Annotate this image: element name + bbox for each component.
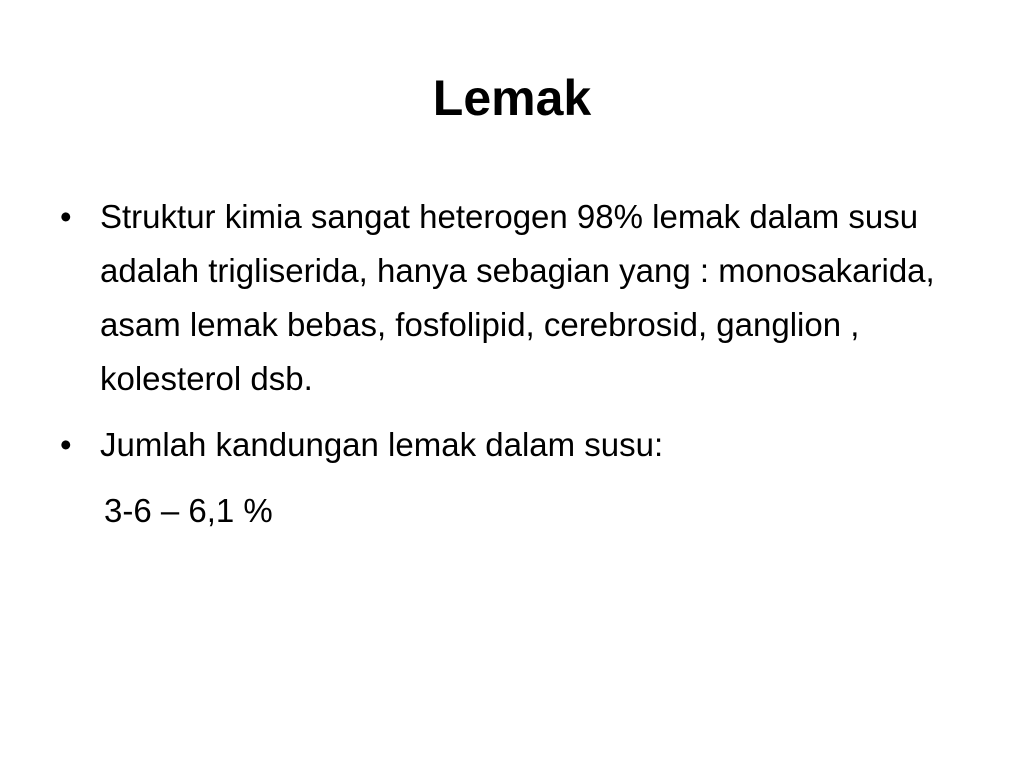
bullet-item-structure (60, 190, 960, 406)
bullet-text-fat-content: Jumlah kandungan lemak dalam susu: (100, 426, 664, 463)
slide-content (60, 190, 960, 538)
bullet-item-fat-content (60, 418, 960, 472)
fat-percentage-value: 3-6 – 6,1 % (104, 492, 273, 529)
bullet-icon: • (60, 198, 72, 235)
bullet-text-structure: Struktur kimia sangat heterogen 98% lemak dalam susu adalah trigliserida, hanya sebagian yang : monosakarida, asam lemak bebas, fosfolipid, cerebrosid, ganglion , kolesterol dsb. (100, 198, 935, 397)
slide-title: Lemak (432, 70, 592, 126)
bullet-icon: • (60, 426, 72, 463)
